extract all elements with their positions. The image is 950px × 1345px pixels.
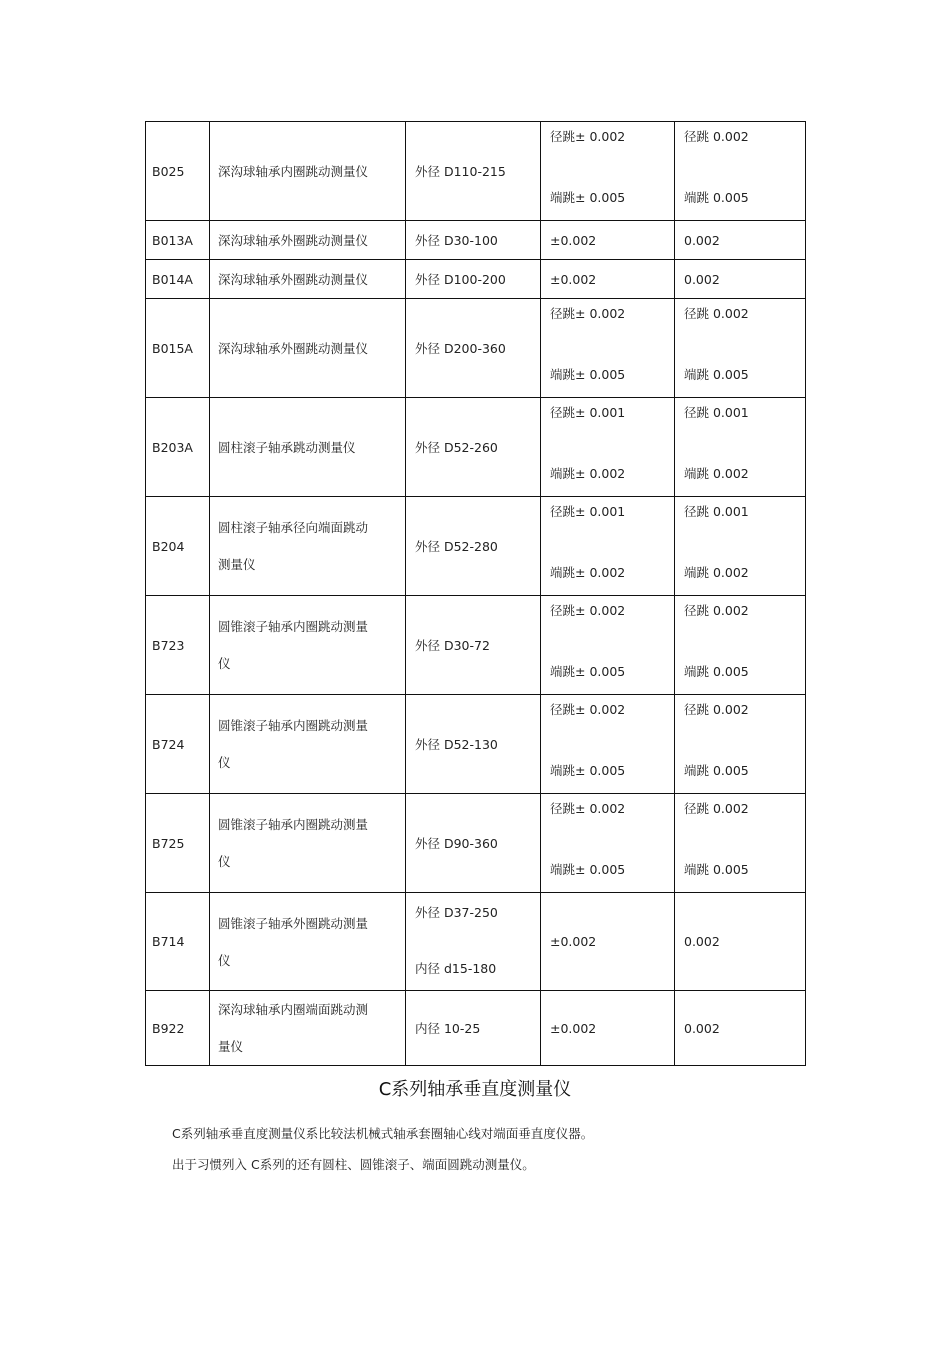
cell-runout-line: 径跳 0.002 — [684, 801, 749, 816]
cell-tolerance — [541, 398, 675, 497]
cell-tolerance: ±0.002 — [541, 991, 675, 1066]
cell-range-line: 内径 d15-180 — [415, 961, 497, 976]
cell-range: 外径 D200-360 — [406, 299, 541, 398]
cell-runout-line: 端跳 0.005 — [684, 367, 749, 382]
cell-code: B203A — [146, 398, 210, 497]
cell-tolerance-line: 径跳± 0.002 — [550, 702, 626, 717]
table-row — [146, 893, 806, 991]
cell-code: B922 — [146, 991, 210, 1066]
cell-runout — [675, 596, 806, 695]
cell-runout-line: 径跳 0.002 — [684, 129, 749, 144]
cell-runout: 0.002 — [675, 221, 806, 260]
cell-code: B204 — [146, 497, 210, 596]
cell-name: 深沟球轴承外圈跳动测量仪 — [210, 299, 406, 398]
paragraph-1: C系列轴承垂直度测量仪系比较法机械式轴承套圈轴心线对端面垂直度仪器。 — [172, 1126, 594, 1141]
cell-range: 外径 D110-215 — [406, 122, 541, 221]
cell-code: B014A — [146, 260, 210, 299]
cell-code: B015A — [146, 299, 210, 398]
cell-range: 外径 D52-130 — [406, 695, 541, 794]
cell-runout-line: 径跳 0.001 — [684, 405, 749, 420]
cell-tolerance — [541, 695, 675, 794]
cell-runout-line: 端跳 0.005 — [684, 763, 749, 778]
cell-tolerance-line: 端跳± 0.005 — [550, 862, 626, 877]
cell-runout-line: 端跳 0.005 — [684, 190, 749, 205]
cell-runout-line: 端跳 0.002 — [684, 466, 749, 481]
cell-tolerance — [541, 497, 675, 596]
cell-name: 深沟球轴承内圈跳动测量仪 — [210, 122, 406, 221]
table-row — [146, 260, 806, 299]
cell-code: B725 — [146, 794, 210, 893]
cell-name: 圆柱滚子轴承径向端面跳动测量仪 — [210, 497, 406, 596]
cell-name: 圆锥滚子轴承内圈跳动测量仪 — [210, 596, 406, 695]
cell-range: 外径 D30-100 — [406, 221, 541, 260]
cell-range — [406, 893, 541, 991]
cell-name: 圆锥滚子轴承外圈跳动测量仪 — [210, 893, 406, 991]
cell-tolerance-line: 端跳± 0.002 — [550, 565, 626, 580]
cell-range: 外径 D52-260 — [406, 398, 541, 497]
cell-runout-line: 径跳 0.002 — [684, 306, 749, 321]
cell-name: 深沟球轴承内圈端面跳动测量仪 — [210, 991, 406, 1066]
cell-name: 深沟球轴承外圈跳动测量仪 — [210, 260, 406, 299]
cell-name: 深沟球轴承外圈跳动测量仪 — [210, 221, 406, 260]
cell-tolerance: ±0.002 — [541, 893, 675, 991]
cell-tolerance: ±0.002 — [541, 221, 675, 260]
cell-runout: 0.002 — [675, 991, 806, 1066]
table-row — [146, 794, 806, 893]
cell-tolerance-line: 径跳± 0.002 — [550, 306, 626, 321]
cell-runout: 0.002 — [675, 893, 806, 991]
cell-range: 外径 D100-200 — [406, 260, 541, 299]
cell-runout — [675, 794, 806, 893]
cell-range: 内径 10-25 — [406, 991, 541, 1066]
table-row — [146, 497, 806, 596]
cell-range: 外径 D52-280 — [406, 497, 541, 596]
paragraph-2: 出于习惯列入 C系列的还有圆柱、圆锥滚子、端面圆跳动测量仪。 — [172, 1157, 535, 1172]
cell-tolerance-line: 径跳± 0.001 — [550, 405, 626, 420]
cell-runout-line: 端跳 0.002 — [684, 565, 749, 580]
cell-tolerance-line: 径跳± 0.001 — [550, 504, 626, 519]
cell-code: B723 — [146, 596, 210, 695]
cell-tolerance — [541, 122, 675, 221]
spec-table — [145, 121, 806, 1066]
cell-name: 圆锥滚子轴承内圈跳动测量仪 — [210, 794, 406, 893]
cell-code: B714 — [146, 893, 210, 991]
cell-code: B025 — [146, 122, 210, 221]
cell-tolerance-line: 径跳± 0.002 — [550, 129, 626, 144]
cell-runout-line: 端跳 0.005 — [684, 862, 749, 877]
cell-name: 圆锥滚子轴承内圈跳动测量仪 — [210, 695, 406, 794]
cell-range: 外径 D90-360 — [406, 794, 541, 893]
cell-code: B013A — [146, 221, 210, 260]
cell-code: B724 — [146, 695, 210, 794]
cell-runout-line: 径跳 0.002 — [684, 702, 749, 717]
cell-range-line: 外径 D37-250 — [415, 905, 498, 920]
cell-tolerance: ±0.002 — [541, 260, 675, 299]
cell-tolerance-line: 端跳± 0.005 — [550, 367, 626, 382]
cell-runout-line: 端跳 0.005 — [684, 664, 749, 679]
cell-tolerance-line: 径跳± 0.002 — [550, 801, 626, 816]
cell-tolerance — [541, 299, 675, 398]
cell-runout: 0.002 — [675, 260, 806, 299]
cell-runout-line: 径跳 0.001 — [684, 504, 749, 519]
table-row — [146, 596, 806, 695]
table-row — [146, 398, 806, 497]
cell-tolerance — [541, 794, 675, 893]
table-row — [146, 991, 806, 1066]
table-row — [146, 695, 806, 794]
cell-runout — [675, 398, 806, 497]
cell-name: 圆柱滚子轴承跳动测量仪 — [210, 398, 406, 497]
cell-tolerance-line: 端跳± 0.005 — [550, 763, 626, 778]
cell-tolerance-line: 径跳± 0.002 — [550, 603, 626, 618]
section-title: C系列轴承垂直度测量仪 — [378, 1079, 572, 1100]
table-row — [146, 221, 806, 260]
cell-runout — [675, 695, 806, 794]
cell-runout — [675, 497, 806, 596]
cell-tolerance — [541, 596, 675, 695]
cell-tolerance-line: 端跳± 0.005 — [550, 664, 626, 679]
cell-runout-line: 径跳 0.002 — [684, 603, 749, 618]
cell-runout — [675, 122, 806, 221]
cell-tolerance-line: 端跳± 0.005 — [550, 190, 626, 205]
cell-runout — [675, 299, 806, 398]
cell-tolerance-line: 端跳± 0.002 — [550, 466, 626, 481]
table-row — [146, 299, 806, 398]
table-row — [146, 122, 806, 221]
cell-range: 外径 D30-72 — [406, 596, 541, 695]
